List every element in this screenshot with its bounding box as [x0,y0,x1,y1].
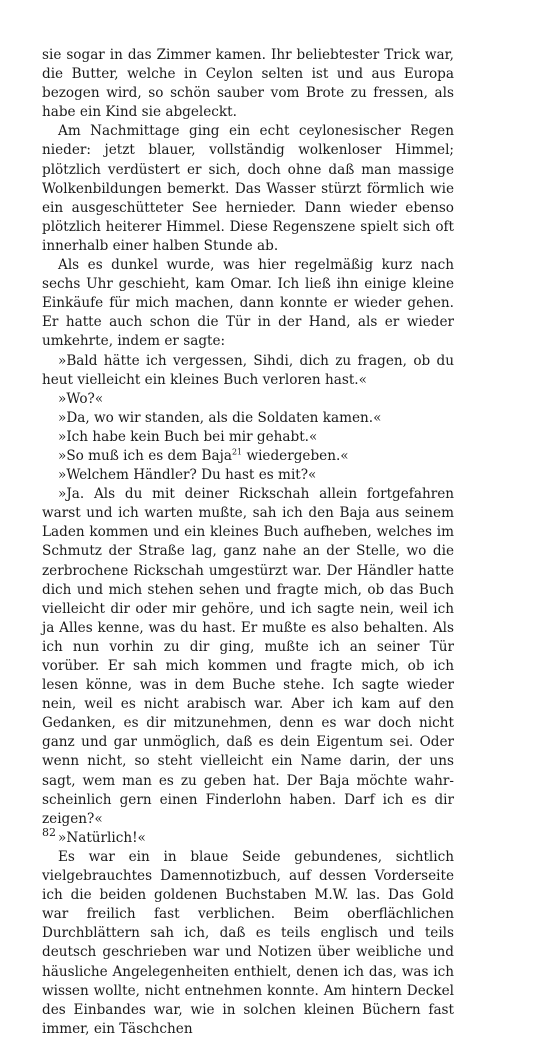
paragraph-9: »Welchem Händler? Du hast es mit?« [58,467,317,484]
paragraph-5: »Wo?« [58,390,104,407]
paragraph-7: »Ich habe kein Buch bei mir gehabt.« [58,428,318,445]
page-number: 82 [42,826,56,839]
paragraph-3: Als es dunkel wurde, was hier regelmäßig kurz nach sechs Uhr geschieht, kam Omar. Ich ließ ihn einige kleine Einkäufe für mich machen, dann konnte er wieder gehen. Er hatte auch schon die Tür in der Hand, als er wieder umkehrte, indem er sagte: [42,257,454,350]
paragraph-6: »Da, wo wir standen, als die Soldaten kamen.« [58,409,382,426]
paragraph-11: »Natürlich!« [58,829,146,846]
paragraph-10: »Ja. Als du mit deiner Rickschah allein fortgefahren warst und ich warten mußte, sah ich den Baja aus seinem Laden kommen und ein kleines Buch aufheben, welches im Schmutz der Straße lag, ganz nahe an der Stelle, wo die zerbrochene Rickschah umgestürzt war. Der Händler hatte dich und mich stehen sehen und fragte mich, ob das Buch vielleicht dir oder mir gehöre, und ich sagte nein, weil ich ja Alles kenne, was du hast. Er mußte es also behalten. Als ich nun vorhin zu dir ging, mußte ich an seiner Tür vorüber. Er sah mich kommen und fragte mich, ob ich lesen könne, was in dem Buche stehe. Ich sagte wieder nein, weil es nicht arabisch war. Aber ich kam auf den Gedanken, es dir mitzunehmen, denn es war doch nicht ganz und gar unmöglich, daß es dein Eigentum sei. Oder wenn nicht, so steht vielleicht ein Name darin, der uns sagt, wem man es zu geben hat. Der Baja möchte wahrscheinlich gern einen Finderlohn haben. Darf ich es dir zeigen?« [42,486,454,827]
paragraph-2: Am Nachmittage ging ein echt ceylonesischer Regen nieder: jetzt blauer, vollständig wolkenloser Himmel; plötzlich verdüstert er sich, doch ohne daß man massige Wolkenbildungen bemerkt. Das Wasser stürzt förmlich wie ein ausgeschütteter See hernieder. Dann wieder ebenso plötzlich heiterer Himmel. Diese Regenszene spielt sich oft innerhalb einer halben Stunde ab. [42,123,454,254]
footnote-marker: 21 [231,447,243,457]
paragraph-4: »Bald hätte ich vergessen, Sihdi, dich zu fragen, ob du heut vielleicht ein kleines Buch verloren hast.« [42,352,454,388]
paragraph-12: Es war ein in blaue Seide gebundenes, sichtlich vielgebrauchtes Damennotizbuch, auf dessen Vorderseite ich die beiden goldenen Buchstaben M.W. las. Das Gold war freilich fast verblichen. Beim oberflächlichen Durchblättern sah ich, daß es teils englisch und teils deutsch geschrieben war und Notizen über weibliche und häusliche Angelegenheiten enthielt, denen ich das, was ich wissen wollte, nicht entnehmen konnte. Am hintern Deckel des Einbandes war, wie in solchen kleinen Büchern fast immer, ein Täschchen [42,848,454,1037]
paragraph-8-text-before: »So muß ich es dem Baja [58,447,232,464]
paragraph-8 [42,447,454,466]
paragraph-1: sie sogar in das Zimmer kamen. Ihr beliebtester Trick war, die Butter, welche in Ceylon selten ist und aus Europa bezogen wird, so schön sauber vom Brote zu fressen, als habe ein Kind sie abgeleckt. [42,47,454,121]
paragraph-8-text-after: wiedergeben.« [242,447,349,464]
page-body [42,46,454,1039]
